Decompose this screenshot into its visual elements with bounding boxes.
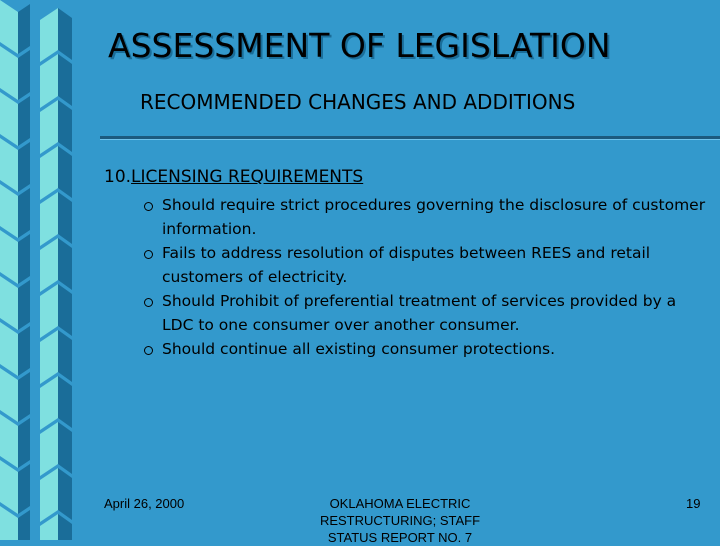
bullet-item: Should require strict procedures governing the disclosure of customer information. bbox=[140, 193, 710, 241]
bullet-icon bbox=[144, 346, 153, 355]
ribbon-decoration bbox=[0, 0, 100, 540]
section-number: 10. bbox=[104, 167, 132, 187]
bullet-item: Fails to address resolution of disputes between REES and retail customers of electricity. bbox=[140, 241, 710, 289]
bullet-item: Should Prohibit of preferential treatment of services provided by a LDC to one consumer over another consumer. bbox=[140, 289, 710, 337]
bullet-list bbox=[140, 193, 710, 361]
section-heading bbox=[104, 166, 363, 188]
slide-subtitle: RECOMMENDED CHANGES AND ADDITIONS bbox=[140, 90, 576, 114]
footer-date: April 26, 2000 bbox=[104, 496, 185, 511]
footer-title: OKLAHOMA ELECTRIC RESTRUCTURING; STAFF STATUS REPORT NO. 7 bbox=[319, 496, 481, 545]
slide-title: ASSESSMENT OF LEGISLATION bbox=[108, 26, 611, 65]
section-title: LICENSING REQUIREMENTS bbox=[131, 167, 364, 187]
bullet-item: Should continue all existing consumer protections. bbox=[140, 337, 710, 361]
bullet-icon bbox=[144, 250, 153, 259]
title-divider bbox=[100, 136, 720, 140]
bullet-icon bbox=[144, 298, 153, 307]
page-number: 19 bbox=[686, 496, 701, 511]
bullet-icon bbox=[144, 202, 153, 211]
